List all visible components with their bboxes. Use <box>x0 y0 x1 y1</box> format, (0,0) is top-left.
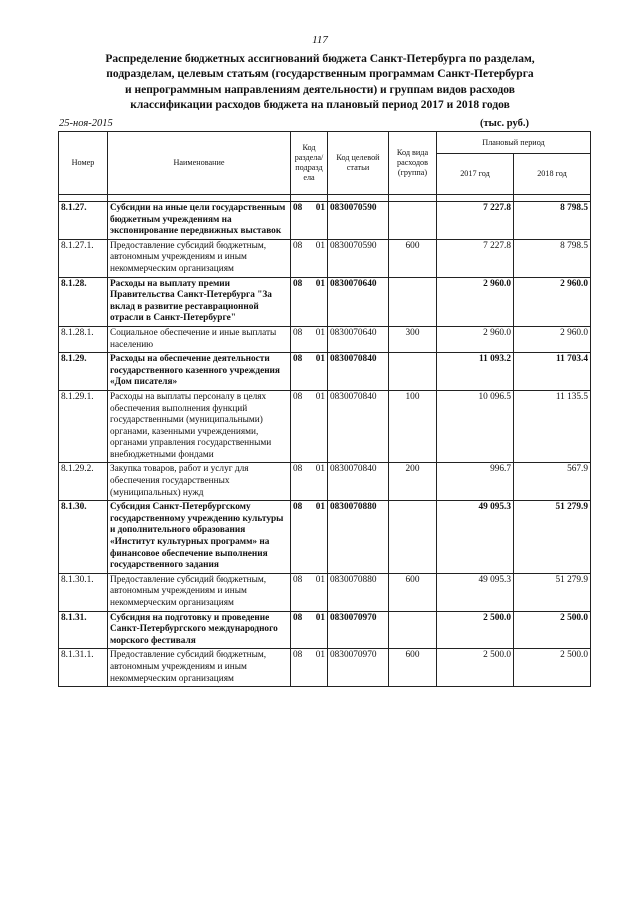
row-target-code: 0830070840 <box>328 353 389 391</box>
row-section-code <box>291 353 328 391</box>
row-name: Расходы на выплату премии Правительства Санкт-Петербурга "За вклад в развитие реставрационной отрасли в Санкт-Петербурге" <box>108 277 291 326</box>
subsection-code: 01 <box>315 278 325 289</box>
row-section-code <box>291 390 328 463</box>
row-number: 8.1.29.2. <box>59 463 108 501</box>
row-value-2018: 2 500.0 <box>514 611 591 649</box>
section-code: 08 <box>293 327 303 338</box>
column-header-target-code: Код целевой статьи <box>328 132 389 195</box>
subsection-code: 01 <box>315 327 325 338</box>
row-expense-group: 100 <box>389 390 437 463</box>
section-code: 08 <box>293 612 303 623</box>
section-code: 08 <box>293 391 303 402</box>
row-value-2017: 7 227.8 <box>437 202 514 240</box>
column-header-expense-type: Код вида расходов (группа) <box>389 132 437 195</box>
column-header-2017: 2017 год <box>437 154 514 195</box>
subsection-code: 01 <box>315 203 325 213</box>
row-target-code: 0830070590 <box>328 239 389 277</box>
row-name: Субсидия Санкт-Петербургскому государственному учреждению культуры и дополнительного образования «Институт культурных программ» на финансовое обеспечение выполнения государственного задания <box>108 501 291 574</box>
budget-table <box>58 131 591 687</box>
row-name: Расходы на выплаты персоналу в целях обеспечения выполнения функций государственными (муниципальными) органами, казенными учреждениями, органами управления государственными внебюджетными фондами <box>108 390 291 463</box>
row-value-2018: 8 798.5 <box>514 202 591 240</box>
row-value-2018: 51 279.9 <box>514 501 591 574</box>
row-expense-group: 300 <box>389 326 437 352</box>
row-value-2017: 996.7 <box>437 463 514 501</box>
row-target-code: 0830070590 <box>328 202 389 240</box>
title-line: классификации расходов бюджета на плановый период 2017 и 2018 годов <box>130 99 510 112</box>
row-name: Закупка товаров, работ и услуг для обеспечения государственных (муниципальных) нужд <box>108 463 291 501</box>
row-name: Социальное обеспечение и иные выплаты населению <box>108 326 291 352</box>
table-body <box>59 202 591 687</box>
row-number: 8.1.29.1. <box>59 390 108 463</box>
column-header-section-code: Код раздела/ подразд ела <box>291 132 328 195</box>
row-name: Предоставление субсидий бюджетным, автономным учреждениям и иным некоммерческим организациям <box>108 573 291 611</box>
subsection-code: 01 <box>315 574 325 585</box>
subsection-code: 01 <box>315 612 325 623</box>
table-row <box>59 611 591 649</box>
header-spacer-row <box>59 195 591 202</box>
section-code: 08 <box>293 502 303 513</box>
table-row <box>59 463 591 501</box>
row-number: 8.1.30. <box>59 501 108 574</box>
row-value-2018: 2 960.0 <box>514 277 591 326</box>
row-number: 8.1.28. <box>59 277 108 326</box>
row-value-2017: 2 500.0 <box>437 611 514 649</box>
table-row <box>59 390 591 463</box>
row-expense-group <box>389 353 437 391</box>
row-number: 8.1.27. <box>59 202 108 240</box>
row-value-2017: 7 227.8 <box>437 239 514 277</box>
section-code: 08 <box>293 464 303 475</box>
table-row <box>59 573 591 611</box>
document-title <box>60 52 580 114</box>
row-expense-group: 600 <box>389 239 437 277</box>
title-line: подразделам, целевым статьям (государственным программам Санкт-Петербурга <box>106 68 534 81</box>
section-code: 08 <box>293 574 303 585</box>
row-name: Предоставление субсидий бюджетным, автономным учреждениям и иным некоммерческим организациям <box>108 239 291 277</box>
column-header-2018: 2018 год <box>514 154 591 195</box>
table-row <box>59 649 591 687</box>
units-label: (тыс. руб.) <box>480 118 529 129</box>
document-date: 25-ноя-2015 <box>59 118 113 129</box>
row-target-code: 0830070970 <box>328 611 389 649</box>
table-row <box>59 353 591 391</box>
table-row <box>59 277 591 326</box>
row-value-2018: 2 500.0 <box>514 649 591 687</box>
row-value-2017: 49 095.3 <box>437 501 514 574</box>
row-target-code: 0830070880 <box>328 573 389 611</box>
row-section-code <box>291 611 328 649</box>
row-target-code: 0830070840 <box>328 463 389 501</box>
row-value-2018: 11 135.5 <box>514 390 591 463</box>
row-expense-group: 200 <box>389 463 437 501</box>
subsection-code: 01 <box>315 354 325 365</box>
subsection-code: 01 <box>315 650 325 661</box>
row-section-code <box>291 573 328 611</box>
row-value-2017: 2 500.0 <box>437 649 514 687</box>
row-name: Субсидия на подготовку и проведение Санкт-Петербургского международного морского фестиваля <box>108 611 291 649</box>
section-code: 08 <box>293 354 303 365</box>
row-section-code <box>291 649 328 687</box>
row-number: 8.1.31.1. <box>59 649 108 687</box>
page-number: 117 <box>312 34 328 46</box>
subsection-code: 01 <box>315 464 325 475</box>
row-target-code: 0830070640 <box>328 326 389 352</box>
row-number: 8.1.29. <box>59 353 108 391</box>
section-code: 08 <box>293 278 303 289</box>
row-section-code <box>291 239 328 277</box>
row-target-code: 0830070880 <box>328 501 389 574</box>
row-expense-group: 600 <box>389 573 437 611</box>
column-header-name: Наименование <box>108 132 291 195</box>
section-code: 08 <box>293 240 303 251</box>
row-number: 8.1.30.1. <box>59 573 108 611</box>
row-value-2017: 10 096.5 <box>437 390 514 463</box>
row-number: 8.1.31. <box>59 611 108 649</box>
row-value-2017: 11 093.2 <box>437 353 514 391</box>
row-value-2018: 11 703.4 <box>514 353 591 391</box>
section-code: 08 <box>293 203 303 213</box>
row-value-2017: 2 960.0 <box>437 326 514 352</box>
row-value-2018: 2 960.0 <box>514 326 591 352</box>
row-expense-group <box>389 501 437 574</box>
row-target-code: 0830070640 <box>328 277 389 326</box>
table-row <box>59 202 591 240</box>
row-target-code: 0830070840 <box>328 390 389 463</box>
row-section-code <box>291 277 328 326</box>
subsection-code: 01 <box>315 240 325 251</box>
row-number: 8.1.27.1. <box>59 239 108 277</box>
row-number: 8.1.28.1. <box>59 326 108 352</box>
row-section-code <box>291 326 328 352</box>
row-name: Субсидии на иные цели государственным бюджетным учреждениям на экспонирование передвижных выставок <box>108 202 291 240</box>
row-section-code <box>291 501 328 574</box>
row-section-code <box>291 202 328 240</box>
subsection-code: 01 <box>315 391 325 402</box>
column-header-planning-period: Плановый период <box>437 132 591 154</box>
table-row <box>59 239 591 277</box>
row-value-2017: 2 960.0 <box>437 277 514 326</box>
subsection-code: 01 <box>315 502 325 513</box>
row-value-2017: 49 095.3 <box>437 573 514 611</box>
row-value-2018: 8 798.5 <box>514 239 591 277</box>
row-name: Расходы на обеспечение деятельности государственного казенного учреждения «Дом писателя» <box>108 353 291 391</box>
row-expense-group <box>389 611 437 649</box>
table-row <box>59 501 591 574</box>
row-section-code <box>291 463 328 501</box>
column-header-number: Номер <box>59 132 108 195</box>
row-value-2018: 567.9 <box>514 463 591 501</box>
title-line: Распределение бюджетных ассигнований бюджета Санкт-Петербурга по разделам, <box>105 53 535 65</box>
table-row <box>59 326 591 352</box>
row-expense-group <box>389 202 437 240</box>
row-expense-group <box>389 277 437 326</box>
row-target-code: 0830070970 <box>328 649 389 687</box>
section-code: 08 <box>293 650 303 661</box>
row-value-2018: 51 279.9 <box>514 573 591 611</box>
row-expense-group: 600 <box>389 649 437 687</box>
row-name: Предоставление субсидий бюджетным, автономным учреждениям и иным некоммерческим организациям <box>108 649 291 687</box>
title-line: и непрограммным направлениям деятельности) и группам видов расходов <box>125 83 515 96</box>
